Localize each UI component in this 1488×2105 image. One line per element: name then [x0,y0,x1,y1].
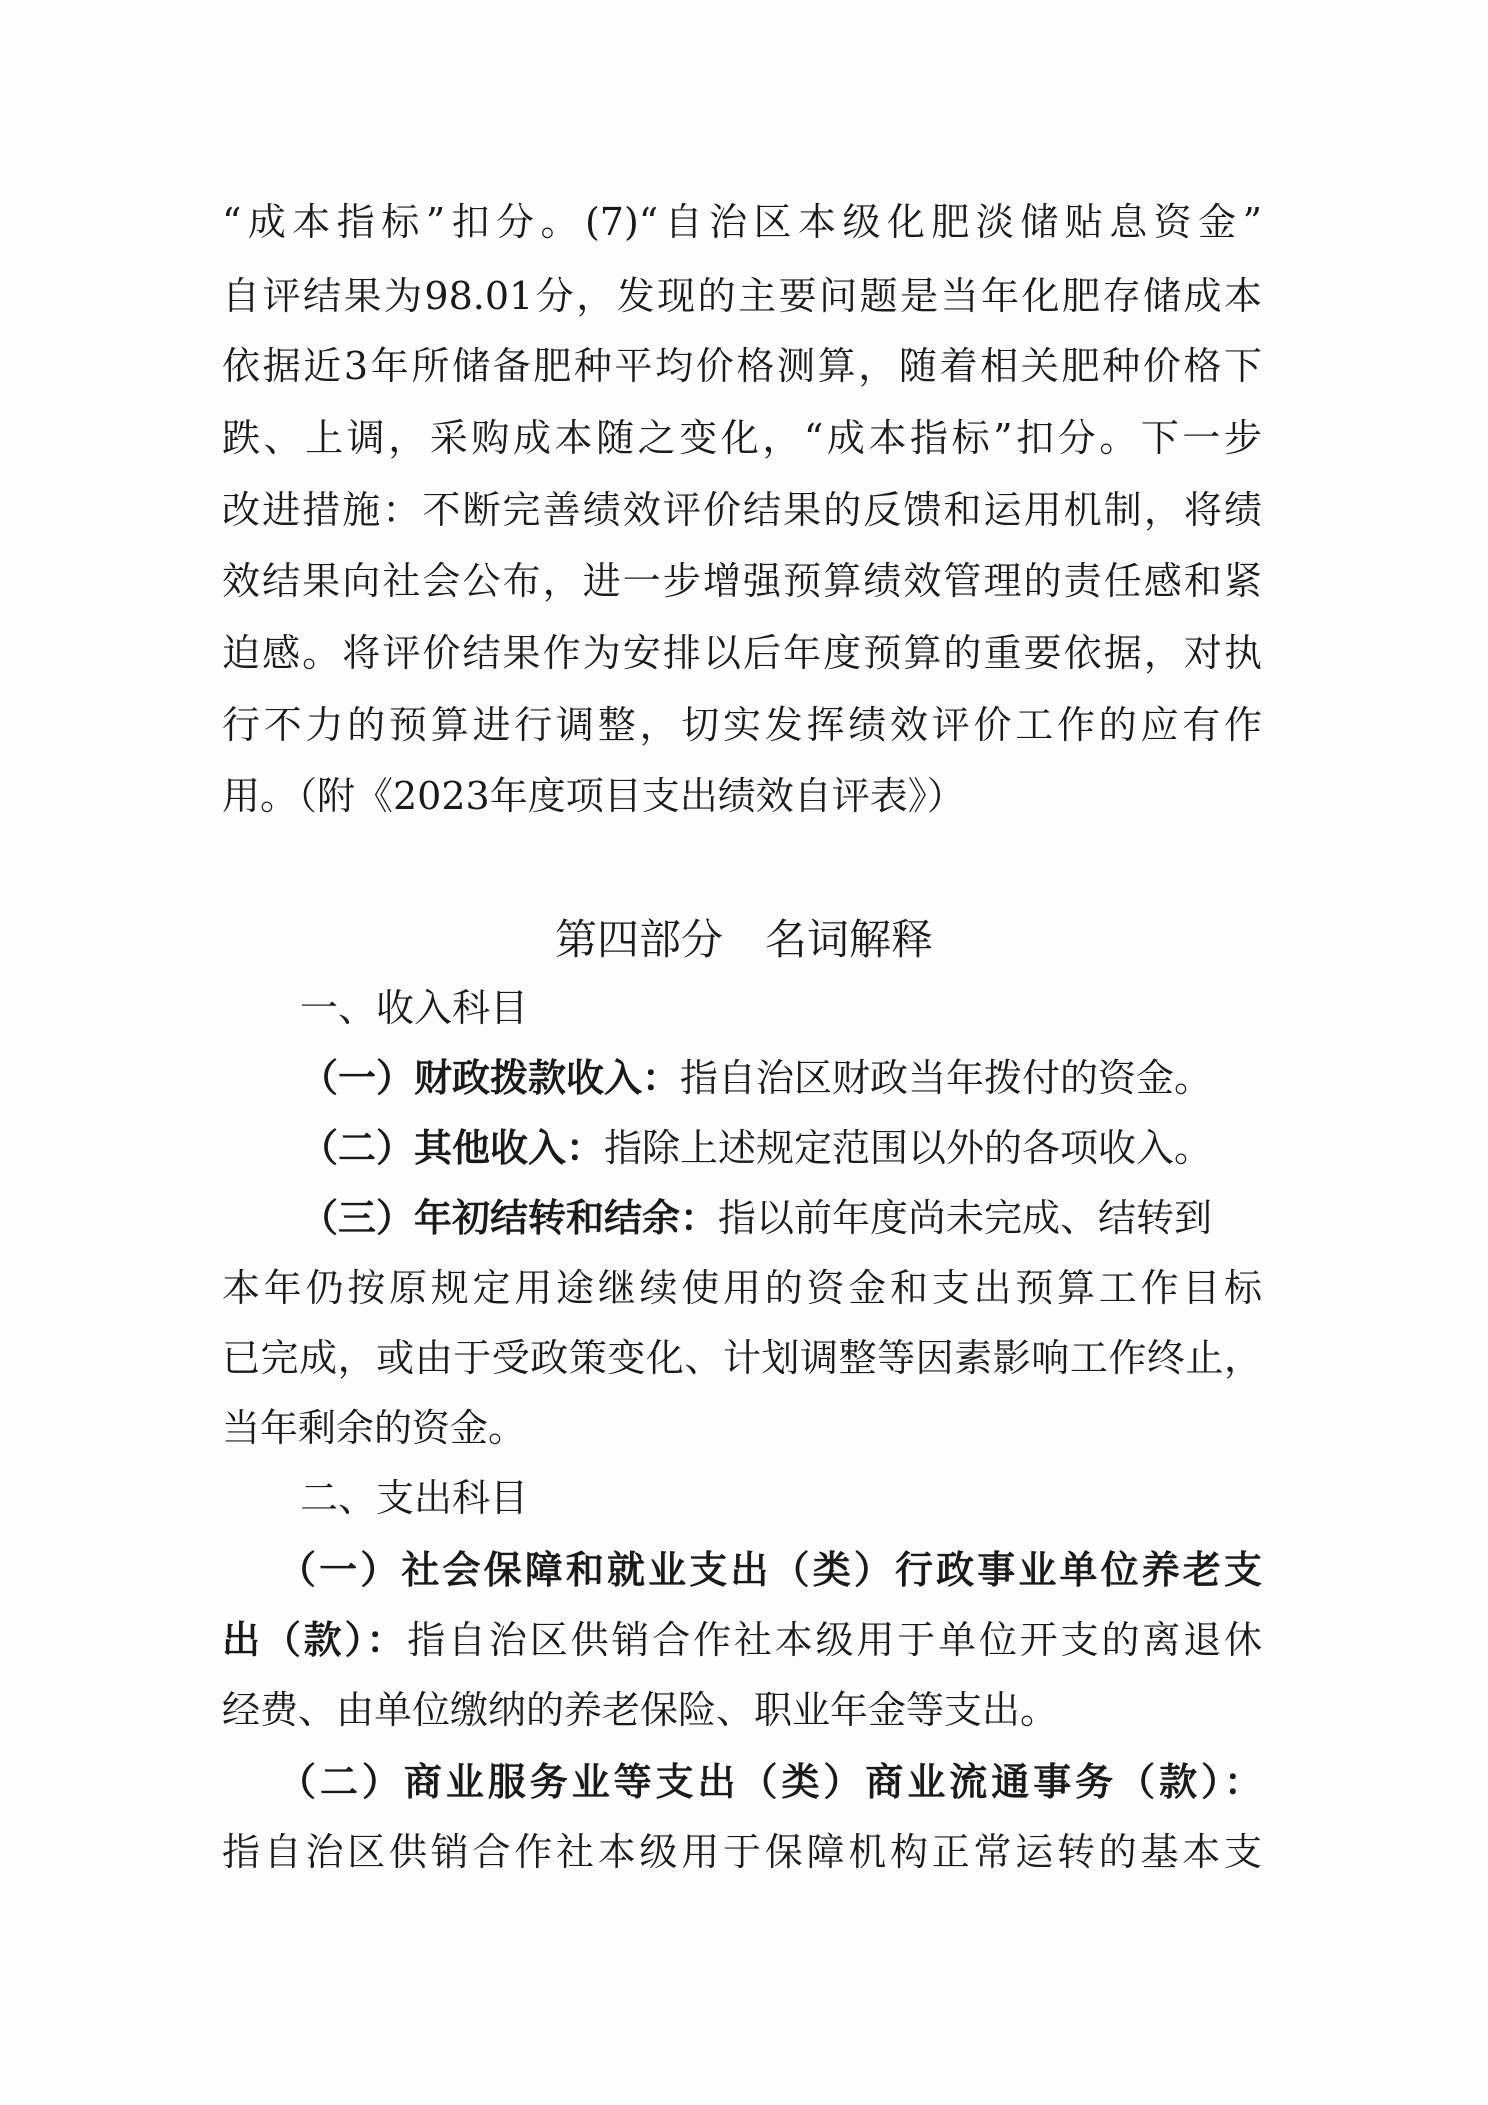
definition-label: （二）其他收入： [300,1126,605,1170]
paragraph-line: 依据近3年所储备肥种平均价格测算，随着相关肥种价格下 [222,344,1262,388]
paragraph-line: 效结果向社会公布，进一步增强预算绩效管理的责任感和紧 [222,559,1262,603]
paragraph-line: 自评结果为98.01分，发现的主要问题是当年化肥存储成本 [222,274,1262,318]
definition-item [300,1122,1212,1174]
definition-label: （一）社会保障和就业支出（类）行政事业单位养老支 [278,1548,1262,1592]
definition-label: （二）商业服务业等支出（类）商业流通事务（款）： [278,1760,1262,1804]
paragraph-line: 当年剩余的资金。 [222,1406,527,1450]
definition-item [300,1052,1212,1104]
definition-item [300,1192,1212,1244]
definition-label: （一）财政拨款收入： [300,1056,681,1100]
section-title: 二、支出科目 [300,1476,529,1520]
paragraph-line: 指自治区供销合作社本级用于保障机构正常运转的基本支 [222,1830,1262,1874]
definition-text: 指自治区财政当年拨付的资金。 [680,1056,1213,1100]
paragraph-line: 迫感。将评价结果作为安排以后年度预算的重要依据，对执 [222,631,1262,675]
paragraph-line: 经费、由单位缴纳的养老保险、职业年金等支出。 [222,1688,1059,1732]
definition-text: 指除上述规定范围以外的各项收入。 [604,1126,1213,1170]
definition-text: 指以前年度尚未完成、结转到 [718,1196,1213,1240]
paragraph-line: “成本指标”扣分。(7)“自治区本级化肥淡储贴息资金” [222,200,1262,244]
paragraph-line: 跌、上调，采购成本随之变化，“成本指标”扣分。下一步 [222,416,1262,460]
part-heading: 第四部分 名词解释 [554,915,933,964]
definition-label-cont: 出（款）： [222,1618,408,1662]
definition-label: （三）年初结转和结余： [300,1196,719,1240]
paragraph-line: 本年仍按原规定用途继续使用的资金和支出预算工作目标 [222,1266,1262,1310]
paragraph-line: 已完成，或由于受政策变化、计划调整等因素影响工作终止， [222,1336,1262,1380]
paragraph-line: 用。（附《2023年度项目支出绩效自评表》） [222,774,965,818]
paragraph-line: 行不力的预算进行调整，切实发挥绩效评价工作的应有作 [222,703,1262,747]
section-title: 一、收入科目 [300,986,529,1030]
paragraph-line: 改进措施：不断完善绩效评价结果的反馈和运用机制，将绩 [222,488,1262,532]
paragraph-line [222,1614,1262,1666]
definition-text: 指自治区供销合作社本级用于单位开支的离退休 [407,1618,1262,1662]
